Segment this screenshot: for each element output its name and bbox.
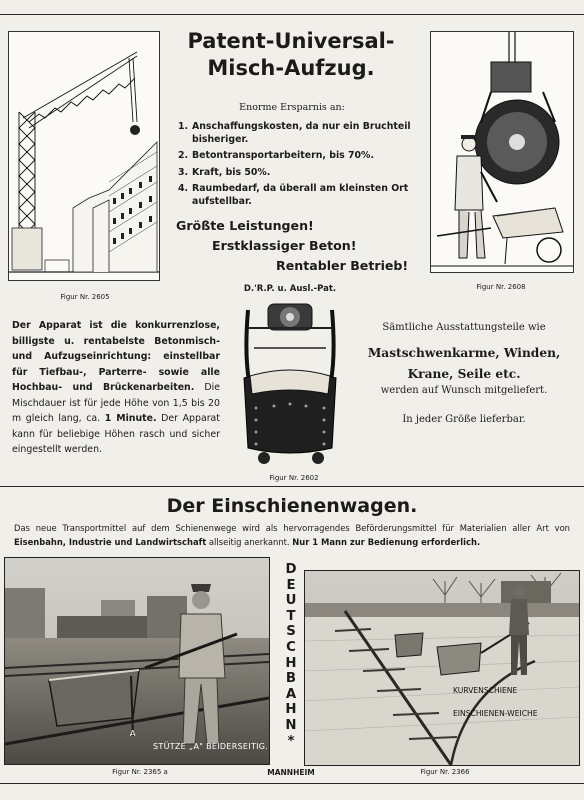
savings-item-text: Betontransportarbeitern, bis 70%. <box>192 150 375 162</box>
figure-2602-caption: Figur Nr. 2602 <box>269 474 319 482</box>
top-rule <box>0 14 584 15</box>
claim-profitable-operation: Rentabler Betrieb! <box>276 258 409 273</box>
section-title-einschienenwagen: Der Einschienenwagen. <box>166 495 418 517</box>
rail-switch-photo-right <box>304 570 580 766</box>
brand-letter: D <box>285 562 297 577</box>
savings-item <box>178 166 414 179</box>
savings-item-number: 4. <box>178 182 189 194</box>
headline-line1: Patent-Universal- <box>187 29 395 53</box>
einschienenwagen-intro <box>14 522 570 549</box>
equipment-info-intro: Sämtliche Ausstattungsteile wie <box>382 322 546 333</box>
apparatus-description-bold: Der Apparat ist die konkurrenzlose, billigste u. rentabelste Betonmisch- und Aufzugseinrichtung: einstellbar für Tiefbau-, Parterre- sowie alle Hochbau- und Brückenarbeiten. <box>12 320 220 393</box>
equipment-info-items-1: Mastschwenkarme, Winden, <box>367 346 561 360</box>
rail-switch-label: EINSCHIENEN-WEICHE <box>453 709 538 718</box>
section-divider <box>0 486 584 487</box>
brand-letter: C <box>286 639 296 655</box>
intro-text-b: Eisenbahn, Industrie und Landwirtschaft <box>14 536 207 547</box>
deutschbahn-vertical-brand <box>276 562 306 749</box>
equipment-info-delivery: werden auf Wunsch mitgeliefert. <box>380 385 548 396</box>
savings-item-text: Kraft, bis 50%. <box>192 166 271 178</box>
figure-2605-caption: Figur Nr. 2605 <box>60 293 110 301</box>
curve-rail-label: KURVENSCHIENE <box>453 686 518 695</box>
savings-item-number: 2. <box>178 150 189 162</box>
brand-letter: T <box>286 608 296 624</box>
savings-list <box>178 120 414 211</box>
support-a-marker: A <box>130 729 136 738</box>
brand-star: * <box>287 733 295 749</box>
figure-2366-caption: Figur Nr. 2366 <box>420 768 470 776</box>
savings-heading: Enorme Ersparnis an: <box>239 102 345 113</box>
equipment-info-items-2: Krane, Seile etc. <box>407 367 521 381</box>
brand-letter: N <box>285 717 297 733</box>
headline-line2: Misch-Aufzug. <box>207 56 375 80</box>
brand-letter: E <box>286 577 296 593</box>
savings-item-number: 3. <box>178 166 189 178</box>
savings-item-text: Raumbedarf, da überall am kleinsten Ort aufstellbar. <box>192 182 409 208</box>
figure-2365a-caption: Figur Nr. 2365 a <box>112 768 168 776</box>
intro-text-a: Das neue Transportmittel auf dem Schienenwege wird als hervorragendes Beförderungsmittel für Materialien aller Art von <box>14 523 570 533</box>
worker-wheelbarrow-illustration <box>430 31 574 273</box>
brand-letter: S <box>286 624 296 640</box>
bottom-rule <box>0 783 584 784</box>
equipment-info <box>350 322 578 425</box>
brand-letter: U <box>285 593 297 609</box>
headline <box>150 28 432 82</box>
crane-illustration <box>8 31 160 281</box>
savings-item <box>178 182 414 208</box>
city-mannheim: MANNHEIM <box>267 768 315 777</box>
brand-letter: B <box>285 671 297 687</box>
claim-greatest-performance: Größte Leistungen! <box>176 218 314 233</box>
savings-item-text: Anschaffungskosten, da nur ein Bruchteil bisheriger. <box>192 121 411 146</box>
rail-cart-photo-left <box>4 557 270 765</box>
mixer-machine-illustration <box>234 298 346 466</box>
apparatus-description-text1: Die Mischdauer ist für jede Höhe von 1,5 bis 20 m gleich lang, ca. <box>12 382 221 424</box>
figure-2608-caption: Figur Nr. 2608 <box>476 283 526 291</box>
savings-item <box>178 149 414 162</box>
claim-first-class-concrete: Erstklassiger Beton! <box>212 238 357 253</box>
equipment-info-sizes: In jeder Größe lieferbar. <box>402 414 526 425</box>
intro-text-d: Nur 1 Mann zur Bedienung erforderlich. <box>292 536 481 547</box>
savings-item <box>178 120 414 146</box>
brand-letter: H <box>285 702 297 718</box>
brand-letter: H <box>285 655 297 671</box>
apparatus-description-text2: Der Apparat kann für beliebige Höhen rasch und sicher eingestellt werden. <box>12 413 220 455</box>
brand-letter: A <box>285 686 297 702</box>
apparatus-description <box>12 318 220 458</box>
apparatus-description-duration: 1 Minute. <box>104 413 157 424</box>
intro-text-c: allseitig anerkannt. <box>208 536 290 547</box>
stuetze-label: STÜTZE „A" BEIDERSEITIG. <box>153 742 269 751</box>
savings-item-number: 1. <box>178 121 189 132</box>
patent-notice: D.'R.P. u. Ausl.-Pat. <box>243 284 337 294</box>
